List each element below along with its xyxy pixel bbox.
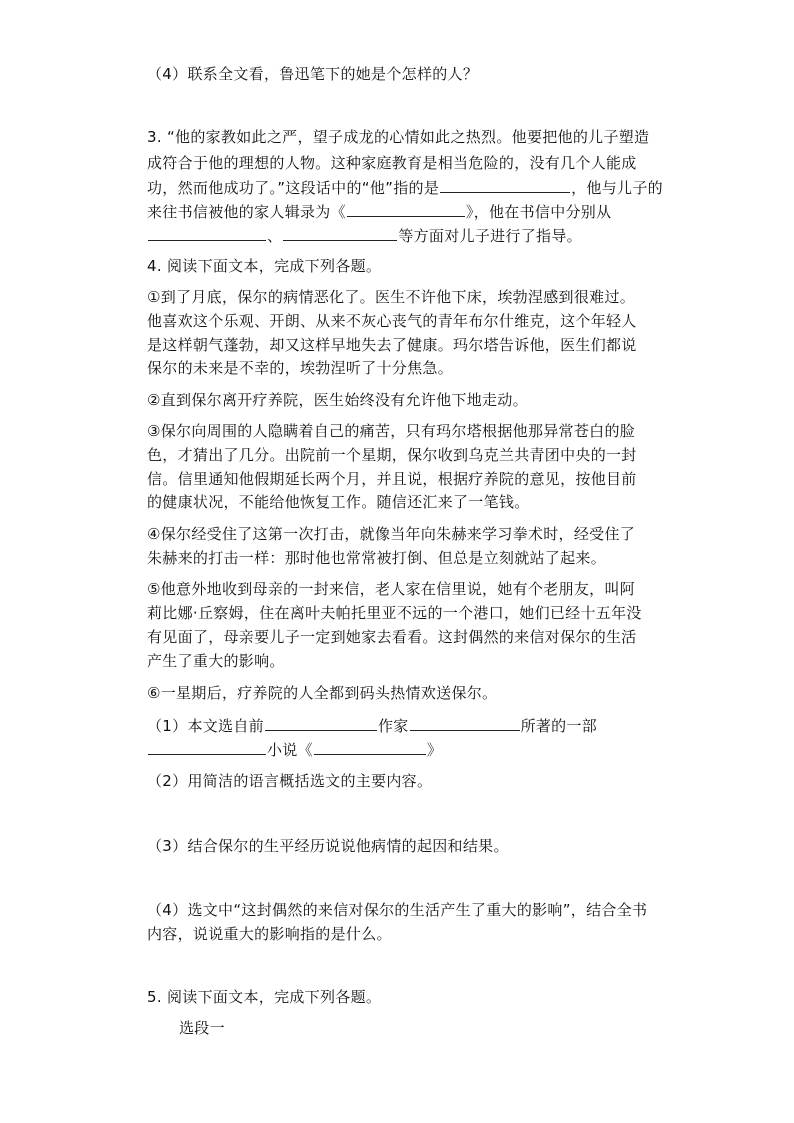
answer-blank[interactable] xyxy=(265,714,377,731)
q4-paragraph-6-line: ⑥一星期后，疗养院的人全都到码头热情欢送保尔。 xyxy=(147,684,498,702)
q3-text: ，他与儿子的 xyxy=(571,179,663,197)
q4-paragraph-5-line: ⑤他意外地收到母亲的一封来信，老人家在信里说，她有个老朋友，叫阿 xyxy=(147,580,636,598)
answer-blank[interactable] xyxy=(283,224,397,241)
q4-paragraph-5-line: 莉比娜·丘察姆，住在离叶夫帕托里亚不远的一个港口，她们已经十五年没 xyxy=(147,604,642,622)
q3-line-4 xyxy=(147,200,611,223)
q4-paragraph-2-line: ②直到保尔离开疗养院，医生始终没有允许他下地走动。 xyxy=(147,391,528,409)
q4-subquestion-4-line: （4）选文中“这封偶然的来信对保尔的生活产生了重大的影响”，结合全书 xyxy=(147,901,648,919)
q4-subquestion-2: （2）用简洁的语言概括选文的主要内容。 xyxy=(147,772,433,790)
q4-paragraph-3-line: ③保尔向周围的人隐瞒着自己的痛苦，只有玛尔塔根据他那异常苍白的脸 xyxy=(147,422,636,440)
q4-subquestion-4-line: 内容，说说重大的影响指的是什么。 xyxy=(147,925,392,943)
q4-paragraph-1-line: ①到了月底，保尔的病情恶化了。医生不许他下床，埃勃涅感到很难过。 xyxy=(147,288,636,306)
q4-subquestion-3: （3）结合保尔的生平经历说说他病情的起因和结果。 xyxy=(147,837,509,855)
q3-text: 》，他在书信中分别从 xyxy=(465,203,612,221)
q4-paragraph-4-line: 朱赫来的打击一样：那时他也常常被打倒、但总是立刻就站了起来。 xyxy=(147,549,607,567)
q4-text: 作家 xyxy=(377,717,409,735)
q4-text: （1）本文选自前 xyxy=(147,717,264,735)
q4-text: 所著的一部 xyxy=(520,717,598,735)
q3-text: 来往书信被他的家人辑录为《 xyxy=(147,203,346,221)
q4-heading: 4. 阅读下面文本，完成下列各题。 xyxy=(147,257,382,275)
answer-blank[interactable] xyxy=(148,738,266,755)
answer-blank[interactable] xyxy=(410,714,520,731)
q3-text: 等方面对儿子进行了指导。 xyxy=(398,227,582,245)
answer-blank[interactable] xyxy=(440,176,570,193)
q4-paragraph-1-line: 保尔的未来是不幸的，埃勃涅听了十分焦急。 xyxy=(147,359,454,377)
q4-paragraph-5-line: 产生了重大的影响。 xyxy=(147,652,285,670)
q5-section-label: 选段一 xyxy=(179,1019,225,1037)
q3-line-3 xyxy=(147,176,663,199)
q3-line-5 xyxy=(147,224,582,247)
q4-paragraph-5-line: 有见面了，母亲要儿子一定到她家去看看。这封偶然的来信对保尔的生活 xyxy=(147,628,637,646)
q4-paragraph-1-line: 是这样朝气蓬勃，却又这样早地失去了健康。玛尔塔告诉他，医生们都说 xyxy=(147,336,637,354)
q3-line-2: 成符合于他的理想的人物。这种家庭教育是相当危险的，没有几个人能成 xyxy=(147,154,637,172)
q4-paragraph-4-line: ④保尔经受住了这第一次打击，就像当年向朱赫来学习拳术时，经受住了 xyxy=(147,525,636,543)
q4-paragraph-3-line: 信。信里通知他假期延长两个月，并且说，根据疗养院的意见，按他目前 xyxy=(147,470,637,488)
q4-paragraph-1-line: 他喜欢这个乐观、开朗、从来不灰心丧气的青年布尔什维克，这个年轻人 xyxy=(147,312,637,330)
answer-blank[interactable] xyxy=(148,224,266,241)
q3-text: 功，然而他成功了。”这段话中的“他”指的是 xyxy=(147,179,440,197)
q3-text: 、 xyxy=(267,227,283,245)
q5-heading: 5. 阅读下面文本，完成下列各题。 xyxy=(147,988,382,1006)
answer-blank[interactable] xyxy=(314,738,426,755)
q4-text: 小说《 xyxy=(267,741,313,759)
q4-text: 》 xyxy=(426,741,443,759)
q3-line-1: 3. “他的家教如此之严，望子成龙的心情如此之热烈。他要把他的儿子塑造 xyxy=(147,128,650,146)
answer-blank[interactable] xyxy=(347,200,465,217)
q4-subquestion-1-cont xyxy=(147,738,442,761)
q4-subquestion-1 xyxy=(147,714,597,737)
q4-paragraph-3-line: 的健康状况，不能给他恢复工作。随信还汇来了一笔钱。 xyxy=(147,493,530,511)
question-3-4: （4）联系全文看，鲁迅笔下的她是个怎样的人？ xyxy=(147,65,479,83)
q4-paragraph-3-line: 色，才猜出了几分。出院前一个星期，保尔收到乌克兰共青团中央的一封 xyxy=(147,446,637,464)
